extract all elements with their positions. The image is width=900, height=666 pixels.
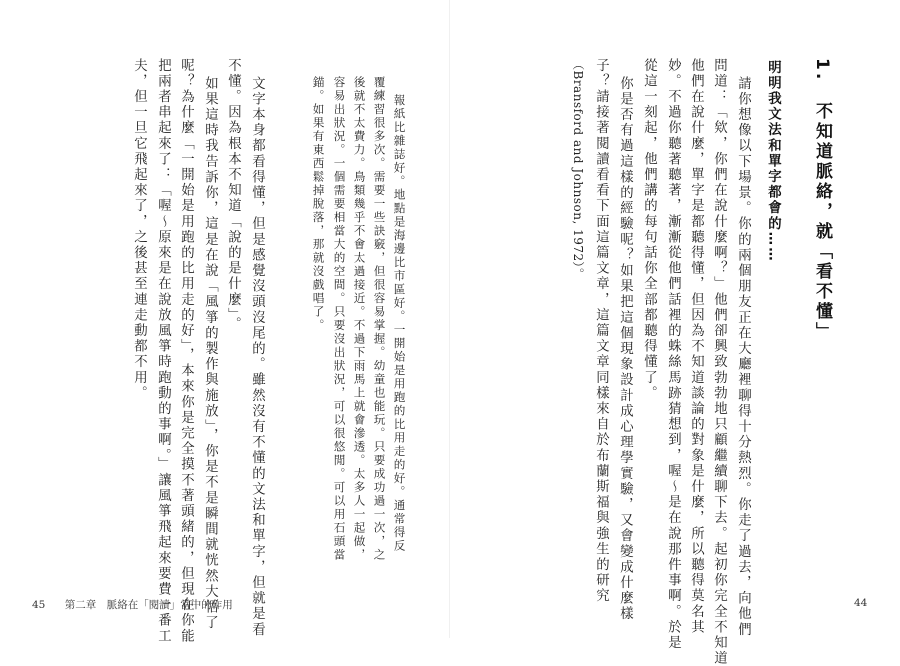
quote-line: 後就不太費力。鳥類幾乎不會太過接近。不過下雨馬上就會滲透。太多人一起做， (352, 76, 367, 562)
section-heading: 1. 不知道脈絡，就「看不懂」 (812, 58, 832, 343)
paragraph-line: 妙。不過你聽著聽著，漸漸從他們話裡的蛛絲馬跡猜想到，喔～是在說那件事啊。於是 (665, 58, 681, 651)
paragraph-line: 他們在說什麼，單字是都聽得懂，但因為不知道談論的對象是什麼，所以聽得莫名其 (688, 58, 704, 636)
page-number: 45 (32, 599, 46, 611)
paragraph-line: 把兩者串起來了：「喔～原來是在說放風箏時跑動的事啊。」讓風箏飛起來要費一番工 (155, 58, 171, 645)
paragraph-line: 問道：「欸，你們在說什麼啊？」他們卻興致勃勃地只顧繼續聊下去。起初你完全不知道 (711, 58, 727, 666)
paragraph-line: 你是否有過這樣的經驗呢？如果把這個現象設計成心理學實驗，又會變成什麼樣 (617, 76, 633, 622)
paragraph-line: 夫，但一旦它飛起來了，之後甚至連走動都不用。 (131, 58, 147, 402)
paragraph-line: 文字本身都看得懂，但是感覺沒頭沒尾的。雖然沒有不懂的文法和單字，但就是看 (249, 76, 265, 638)
citation-line: （Bransford and Johnson, 1972）。 (571, 58, 585, 281)
quote-line: 覆練習很多次。需要一些訣竅，但很容易掌握。幼童也能玩。只要成功過一次，之 (372, 76, 387, 562)
page-footer (32, 597, 233, 612)
right-page (450, 0, 900, 666)
paragraph-line: 不懂。因為根本不知道「說的是什麼」。 (225, 58, 241, 333)
section-subheading: 明明我文法和單字都會的…… (765, 60, 781, 263)
quote-line: 容易出狀況。一個需要相當大的空間。只要沒出狀況，可以很悠閒。可以用石頭當 (332, 76, 347, 562)
running-title: 第二章 脈絡在「閱讀」當中的作用 (64, 599, 233, 611)
page-number: 44 (854, 597, 868, 609)
paragraph-line: 子？請接著閱讀看看下面這篇文章，這篇文章同樣來自於布蘭斯福與強生的研究 (593, 58, 609, 604)
paragraph-line: 從這一刻起，他們講的每句話你全部都聽得懂了。 (641, 58, 657, 402)
paragraph-line: 呢？為什麼「一開始是用跑的比用走的好」，本來你是完全摸不著頭緒的，但現在你能 (178, 58, 194, 645)
quote-line: 報紙比雜誌好。地點是海邊比市區好。一開始是用跑的比用走的好。通常得反 (392, 94, 407, 553)
paragraph-line: 請你想像以下場景。你的兩個朋友正在大廳裡聊得十分熱烈。你走了過去，向他們 (735, 76, 751, 638)
paragraph-line: 如果這時我告訴你，這是在說「風箏的製作與施放」，你是不是瞬間就恍然大悟了 (202, 76, 218, 631)
quote-line: 錨。如果有東西鬆掉脫落，那就沒戲唱了。 (311, 76, 326, 333)
left-page (0, 0, 450, 645)
